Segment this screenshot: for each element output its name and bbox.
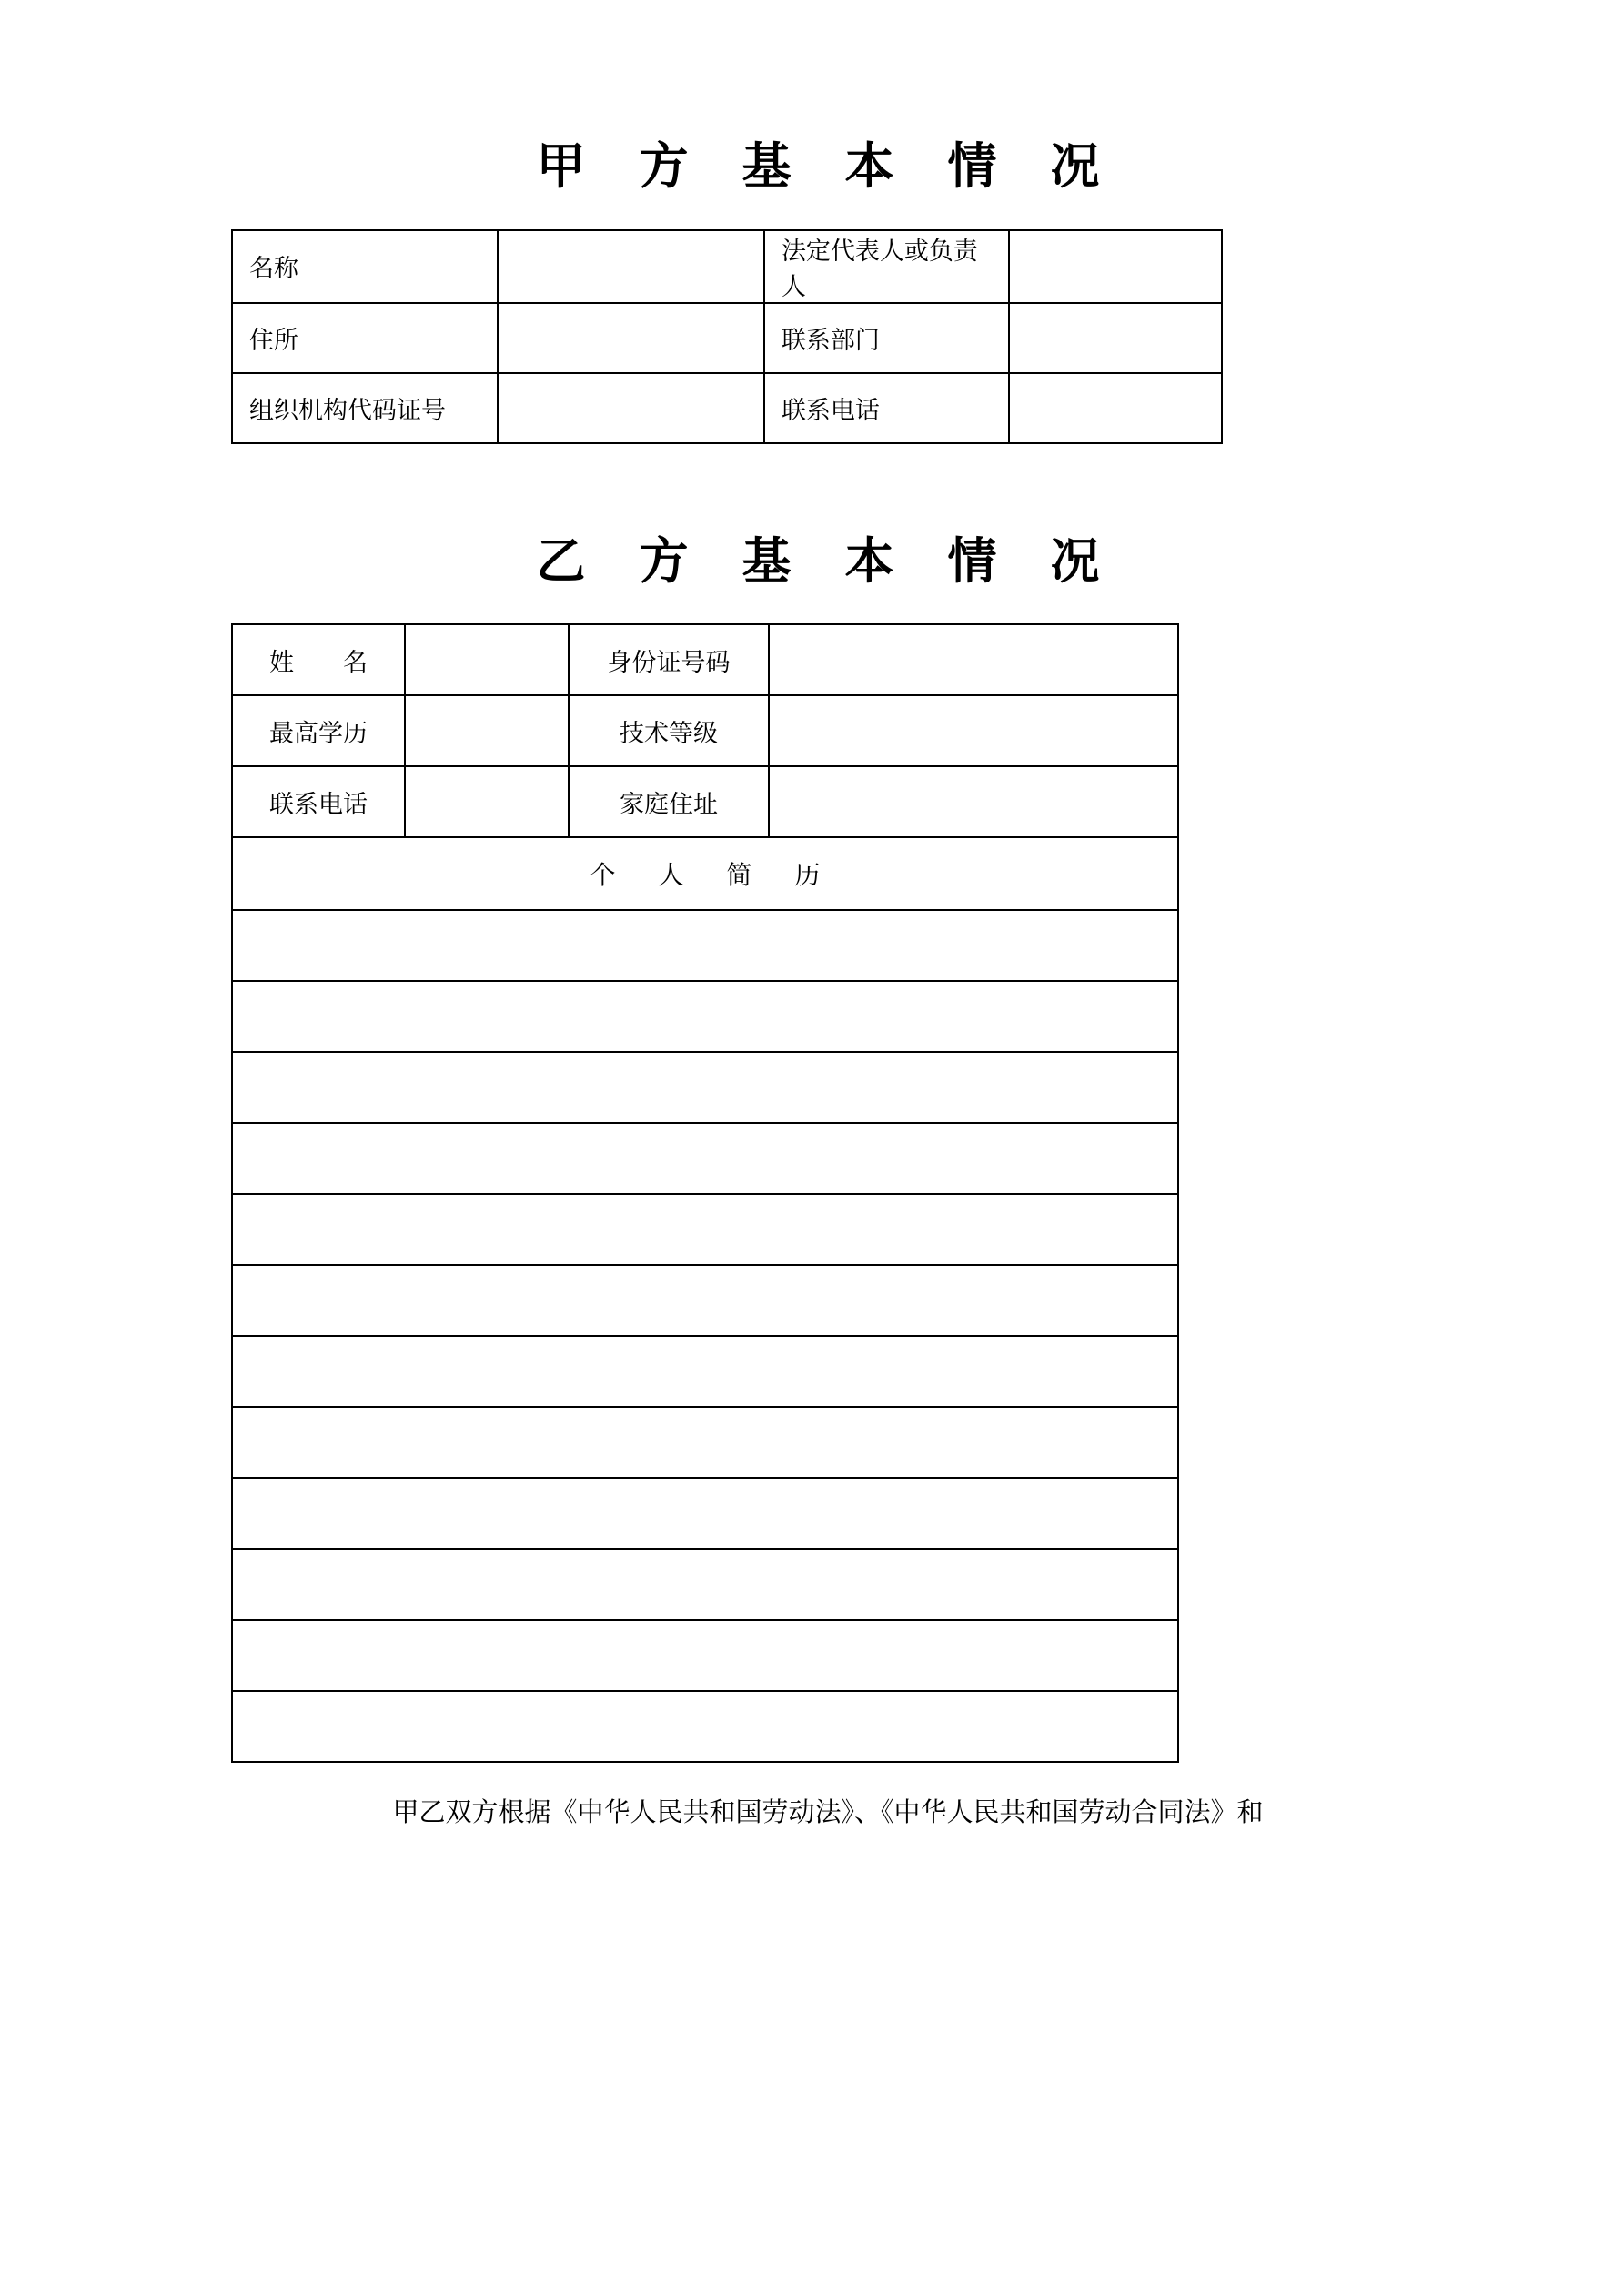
field-resume-line[interactable] (232, 1123, 1178, 1194)
field-resume-line[interactable] (232, 981, 1178, 1052)
field-resume-line[interactable] (232, 1620, 1178, 1691)
field-name-value[interactable] (498, 230, 763, 303)
field-resume-line[interactable] (232, 1691, 1178, 1762)
label-technical-grade: 技术等级 (569, 695, 769, 766)
field-resume-line[interactable] (232, 1407, 1178, 1478)
field-resume-line[interactable] (232, 910, 1178, 981)
field-contact-phone-b-value[interactable] (405, 766, 569, 837)
footer-paragraph: 甲乙双方根据《中华人民共和国劳动法》、《中华人民共和国劳动合同法》和 (392, 1798, 1264, 1827)
label-contact-phone-b: 联系电话 (232, 766, 405, 837)
table-row (232, 1691, 1178, 1762)
table-row (232, 1123, 1178, 1194)
label-org-code: 组织机构代码证号 (232, 373, 498, 443)
table-row (232, 624, 1178, 695)
label-personal-resume: 个 人 简 历 (232, 837, 1178, 910)
label-contact-department: 联系部门 (764, 303, 1009, 373)
label-person-name: 姓 名 (232, 624, 405, 695)
table-row (232, 981, 1178, 1052)
label-education: 最高学历 (232, 695, 405, 766)
field-id-number-value[interactable] (769, 624, 1178, 695)
label-name: 名称 (232, 230, 498, 303)
field-resume-line[interactable] (232, 1549, 1178, 1620)
table-row (232, 910, 1178, 981)
table-row (232, 1549, 1178, 1620)
page-title-party-b: 乙 方 基 本 情 况 (536, 533, 1120, 589)
label-id-number: 身份证号码 (569, 624, 769, 695)
table-row (232, 1407, 1178, 1478)
field-contact-phone-a-value[interactable] (1009, 373, 1222, 443)
field-contact-department-value[interactable] (1009, 303, 1222, 373)
table-row (232, 373, 1222, 443)
field-address-value[interactable] (498, 303, 763, 373)
table-row-resume-header (232, 837, 1178, 910)
field-resume-line[interactable] (232, 1265, 1178, 1336)
table-row (232, 1336, 1178, 1407)
table-row (232, 1265, 1178, 1336)
field-org-code-value[interactable] (498, 373, 763, 443)
table-row (232, 695, 1178, 766)
field-resume-line[interactable] (232, 1478, 1178, 1549)
table-party-b-info (231, 623, 1179, 1763)
label-legal-representative: 法定代表人或负责人 (764, 230, 1009, 303)
table-row (232, 1194, 1178, 1265)
table-row (232, 1478, 1178, 1549)
table-row (232, 303, 1222, 373)
field-resume-line[interactable] (232, 1194, 1178, 1265)
table-row (232, 1052, 1178, 1123)
field-resume-line[interactable] (232, 1336, 1178, 1407)
label-contact-phone-a: 联系电话 (764, 373, 1009, 443)
table-row (232, 1620, 1178, 1691)
page-title-party-a: 甲 方 基 本 情 况 (536, 139, 1120, 194)
document-content (227, 137, 1428, 1834)
table-party-a-info (231, 229, 1223, 444)
field-technical-grade-value[interactable] (769, 695, 1178, 766)
field-person-name-value[interactable] (405, 624, 569, 695)
label-address: 住所 (232, 303, 498, 373)
section-spacer (227, 444, 1428, 531)
field-home-address-value[interactable] (769, 766, 1178, 837)
field-resume-line[interactable] (232, 1052, 1178, 1123)
table-row (232, 766, 1178, 837)
label-home-address: 家庭住址 (569, 766, 769, 837)
field-education-value[interactable] (405, 695, 569, 766)
table-row (232, 230, 1222, 303)
field-legal-representative-value[interactable] (1009, 230, 1222, 303)
